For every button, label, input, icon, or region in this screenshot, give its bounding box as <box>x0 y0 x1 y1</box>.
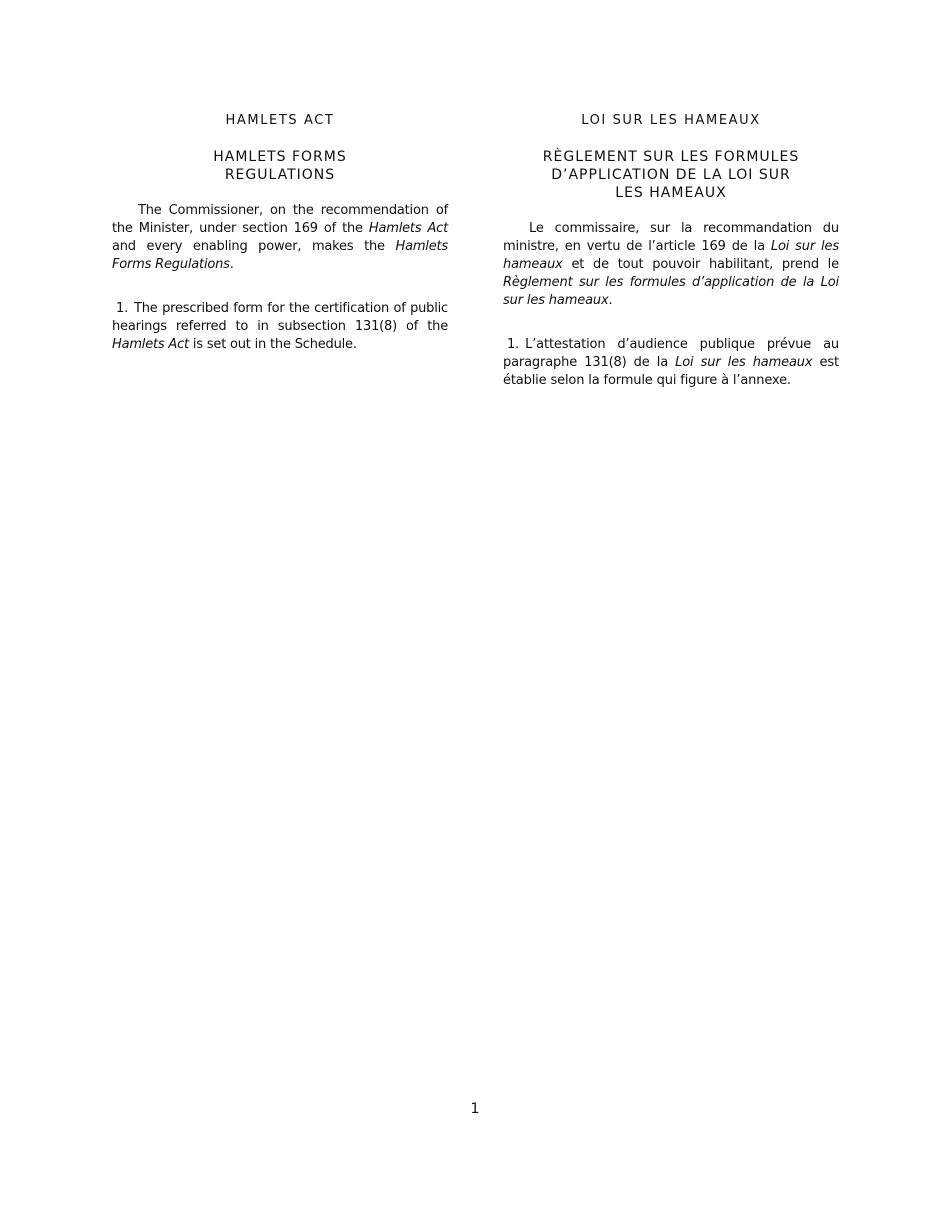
act-name: Loi sur les hameaux <box>675 355 813 370</box>
act-title: LOI SUR LES HAMEAUX <box>581 113 761 128</box>
regulations-name: Hamlets Forms Regulations <box>112 239 448 272</box>
regulation-title <box>112 148 448 184</box>
act-name: Hamlets Act <box>112 337 189 352</box>
regulation-title-line: LES HAMEAUX <box>615 185 727 201</box>
page-number: 1 <box>470 1101 480 1117</box>
regulation-title-line: D’APPLICATION DE LA LOI SUR <box>551 167 791 183</box>
act-title: HAMLETS ACT <box>225 113 335 128</box>
enacting-clause: Le commissaire, sur la recommandation du ministre, en vertu de l’article 169 de la Loi sur les hameaux et de tout pouvoir habilitant, prend le Règlement sur les formules d’application de la Loi sur les hameaux. <box>503 221 839 308</box>
act-name: Hamlets Act <box>368 221 448 236</box>
english-column <box>112 112 448 354</box>
section-number: 1. <box>116 301 129 316</box>
regulation-title <box>503 148 839 202</box>
act-name: Loi sur les hameaux <box>503 239 839 272</box>
regulation-title-line: HAMLETS FORMS <box>213 149 347 165</box>
regulation-title-line: RÈGLEMENT SUR LES FORMULES <box>542 149 800 165</box>
french-column <box>503 112 839 390</box>
section-1: 1. The prescribed form for the certification of public hearings referred to in subsection 131(8) of the Hamlets Act is set out in the Schedule. <box>112 301 448 352</box>
section-1: 1. L’attestation d’audience publique prévue au paragraphe 131(8) de la Loi sur les hameaux est établie selon la formule qui figure à l’annexe. <box>503 337 839 388</box>
regulations-name: Règlement sur les formules d’application de la Loi sur les hameaux <box>503 275 839 308</box>
section-number: 1. <box>507 337 520 352</box>
regulation-title-line: REGULATIONS <box>224 167 336 183</box>
enacting-clause: The Commissioner, on the recommendation of the Minister, under section 169 of the Hamlets Act and every enabling power, makes the Hamlets Forms Regulations. <box>112 203 448 272</box>
